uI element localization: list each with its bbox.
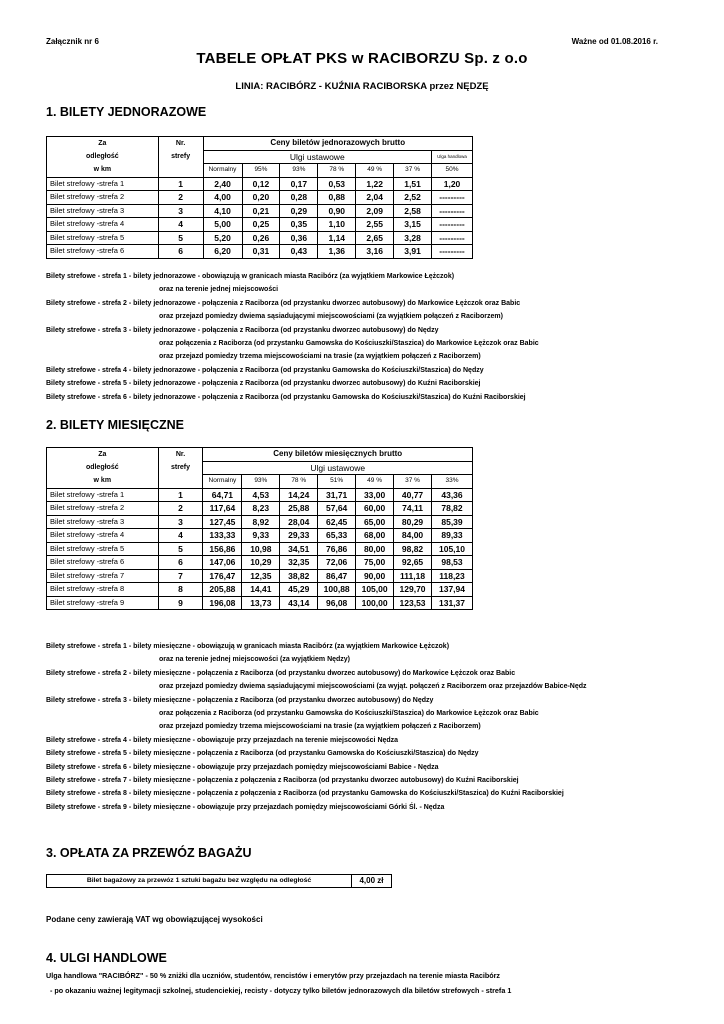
row-label: Bilet strefowy -strefa 2 [47,191,159,205]
row-label: Bilet strefowy -strefa 5 [47,231,159,245]
price-cell: 68,00 [356,529,394,543]
row-label: Bilet strefowy -strefa 3 [47,515,159,529]
price-cell: 100,00 [356,596,394,610]
price-cell: 176,47 [203,569,242,583]
note-line: Bilety strefowe - strefa 6 - bilety jednorazowe - połączenia z Raciborza (od przystanku Gamowska do Kościuszki/Staszica) do Kuźni Raciborskiej [46,393,526,401]
note-line: oraz na terenie jednej miejscowości (za wyjątkiem Nędzy) [159,656,351,664]
row-label: Bilet strefowy -strefa 9 [47,596,159,610]
price-cell: 0,26 [242,231,280,245]
note-line: oraz połączenia z Raciborza (od przystanku Gamowska do Kościuszki/Staszica) do Markowice Łężczok oraz Babic [159,710,539,718]
row-zone-number: 1 [158,488,203,502]
price-cell: 2,04 [356,191,394,205]
price-cell: 14,24 [280,488,318,502]
note-line: oraz połączenia z Raciborza (od przystanku Gamowska do Kościuszki/Staszica) do Markowice Łężczok oraz Babic [159,340,539,348]
price-header: Ceny biletów jednorazowych brutto [203,137,472,151]
price-cell: 89,33 [432,529,473,543]
price-cell: 8,23 [242,502,280,516]
price-cell: 25,88 [280,502,318,516]
price-cell: 0,36 [280,231,318,245]
price-cell: 118,23 [432,569,473,583]
price-cell: 2,65 [356,231,394,245]
price-cell: 5,20 [203,231,242,245]
col-nr: Nr. [158,448,203,462]
note-line: Bilety strefowe - strefa 4 - bilety jednorazowe - połączenia z Raciborza (od przystanku Gamowska do Kościuszki/Staszica) do Nędzy [46,366,484,374]
price-header: Ceny biletów miesięcznych brutto [203,448,473,462]
price-cell: 105,10 [432,542,473,556]
row-label: Bilet strefowy -strefa 1 [47,177,159,191]
attachment-label: Załącznik nr 6 [46,37,99,46]
price-cell: 74,11 [394,502,432,516]
price-cell: 0,90 [318,204,356,218]
price-cell: 65,33 [318,529,356,543]
note-line: oraz przejazd pomiedzy trzema miejscowościami na trasie (za wyjątkiem połączeń z Raciborzem) [159,353,481,361]
price-cell: 3,28 [394,231,432,245]
price-cell: 10,29 [242,556,280,570]
price-cell: 133,33 [203,529,242,543]
vat-note: Podane ceny zawierają VAT wg obowiązującej wysokości [46,915,263,924]
line-subtitle: LINIA: RACIBÓRZ - KUŹNIA RACIBORSKA przez NĘDZĘ [235,81,489,92]
ulgi-ustawowe: Ulgi ustawowe [203,461,473,475]
table-row [47,231,473,245]
discount-line-2: - po okazaniu ważnej legitymacji szkolnej, studenciekiej, recisty - dotyczy tylko biletów jednorazowych dla biletów strefowych - strefa 1 [46,986,512,995]
price-cell: 117,64 [203,502,242,516]
price-cell: 92,65 [394,556,432,570]
row-zone-number: 8 [158,583,203,597]
price-cell: 98,53 [432,556,473,570]
col-header: 93% [242,475,280,489]
col-header: 37 % [394,164,432,178]
row-label: Bilet strefowy -strefa 4 [47,529,159,543]
note-line: Bilety strefowe - strefa 8 - bilety miesięczne - połączenia z połączenia z Raciborza (od przystanku Gamowska do Kościuszki/Staszica) do Kuźni Raciborskiej [46,790,564,798]
price-cell: --------- [432,231,473,245]
monthly-ticket-table [46,447,473,610]
price-cell: 2,52 [394,191,432,205]
page-title: TABELE OPŁAT PKS w RACIBORZU Sp. z o.o [196,50,528,67]
price-cell: 98,82 [394,542,432,556]
col-header: 37 % [394,475,432,489]
table-row [47,204,473,218]
discount-line-1: Ulga handlowa "RACIBÓRZ" - 50 % zniżki dla uczniów, studentów, rencistów i emerytów przy przejazdach na terenie miasta Racibórz [46,971,500,980]
note-line: Bilety strefowe - strefa 7 - bilety miesięczne - połączenia z połączenia z Raciborza (od przystanku dworzec autobusowy) do Kuźni Raciborskiej [46,777,519,785]
price-cell: 0,25 [242,218,280,232]
row-label: Bilet strefowy -strefa 4 [47,218,159,232]
price-cell: 8,92 [242,515,280,529]
ulga-handlowa: Ulga handlowa [432,150,473,164]
price-cell: 2,55 [356,218,394,232]
note-line: oraz przejazd pomiedzy dwiema sąsiadującymi miejscowościami (za wyjątkiem połączeń z Raciborzem) [159,313,503,321]
price-cell: 2,09 [356,204,394,218]
row-label: Bilet strefowy -strefa 1 [47,488,159,502]
col-strefy: strefy [158,461,203,475]
note-line: Bilety strefowe - strefa 4 - bilety miesięczne - obowiązuje przy przejazdach na terenie miejscowości Nędza [46,736,399,744]
price-cell: 80,29 [394,515,432,529]
price-cell: 6,20 [203,245,242,259]
row-zone-number: 4 [158,529,203,543]
note-line: Bilety strefowe - strefa 3 - bilety jednorazowe - połączenia z Raciborza (od przystanku dworzec autobusowy) do Nędzy [46,326,439,334]
table-row [47,218,473,232]
price-cell: 12,35 [242,569,280,583]
price-cell: 0,21 [242,204,280,218]
note-line: Bilety strefowe - strefa 5 - bilety jednorazowe - połączenia z Raciborza (od przystanku dworzec autobusowy) do Kuźni Raciborskiej [46,380,481,388]
row-zone-number: 7 [158,569,203,583]
row-label: Bilet strefowy -strefa 5 [47,542,159,556]
note-line: Bilety strefowe - strefa 1 - bilety miesięczne - obowiązują w granicach miasta Racibórz (za wyjątkiem Markowice Łężczok) [46,643,450,650]
price-cell: 0,88 [318,191,356,205]
col-header: Normalny [203,475,242,489]
baggage-price: 4,00 zł [351,875,391,887]
price-cell: 38,82 [280,569,318,583]
table-row [47,502,473,516]
price-cell: 80,00 [356,542,394,556]
row-label: Bilet strefowy -strefa 6 [47,556,159,570]
note-line: Bilety strefowe - strefa 2 - bilety jednorazowe - połączenia z Raciborza (od przystanku dworzec autobusowy) do Markowice Łężczok oraz Babic [46,299,521,307]
row-label: Bilet strefowy -strefa 6 [47,245,159,259]
discount-text [46,968,511,998]
col-header: 78 % [280,475,318,489]
price-cell: 90,00 [356,569,394,583]
price-cell: 72,06 [318,556,356,570]
price-cell: 76,86 [318,542,356,556]
col-nr: Nr. [158,137,203,151]
price-cell: 28,04 [280,515,318,529]
table-row [47,569,473,583]
col-header: 50% [432,164,473,178]
row-zone-number: 9 [158,596,203,610]
price-cell: 4,53 [242,488,280,502]
note-line: oraz przejazd pomiedzy dwiema sąsiadującymi miejscowościami (za wyjąt. połączeń z Raciborzem oraz przejazdów Babice-Nędz [159,683,587,691]
price-cell: 111,18 [394,569,432,583]
table-row [47,488,473,502]
table-row [47,177,473,191]
col-header: 95% [242,164,280,178]
table-row [47,529,473,543]
price-cell: 2,58 [394,204,432,218]
monthly-notes [46,640,587,814]
price-cell: 1,22 [356,177,394,191]
col-header: 51% [318,475,356,489]
section-baggage-heading: 3. OPŁATA ZA PRZEWÓZ BAGAŻU [46,846,252,860]
price-cell: --------- [432,245,473,259]
price-cell: 40,77 [394,488,432,502]
col-header: 93% [280,164,318,178]
section-single-heading: 1. BILETY JEDNORAZOWE [46,105,207,119]
price-cell: 1,51 [394,177,432,191]
section-monthly-heading: 2. BILETY MIESIĘCZNE [46,418,184,432]
row-zone-number: 5 [158,542,203,556]
price-cell: 1,20 [432,177,473,191]
price-cell: 0,35 [280,218,318,232]
row-zone-number: 2 [158,502,203,516]
col-wkm: w km [47,164,159,178]
baggage-label: Bilet bagażowy za przewóz 1 sztuki bagażu bez względu na odległość [86,877,312,884]
valid-from-label: Ważne od 01.08.2016 r. [571,37,658,46]
baggage-row [46,874,392,888]
price-cell: 129,70 [394,583,432,597]
price-cell: 5,00 [203,218,242,232]
price-cell: --------- [432,204,473,218]
note-line: Bilety strefowe - strefa 6 - bilety miesięczne - obowiązuje przy przejazdach pomiędzy miejscowościami Babice - Nędza [46,763,439,771]
price-cell: 84,00 [394,529,432,543]
price-cell: 96,08 [318,596,356,610]
price-cell: 0,43 [280,245,318,259]
row-label: Bilet strefowy -strefa 8 [47,583,159,597]
table-row [47,542,473,556]
row-zone-number: 2 [158,191,203,205]
note-line: Bilety strefowe - strefa 3 - bilety miesięczne - połączenia z Raciborza (od przystanku dworzec autobusowy) do Nędzy [46,696,434,704]
ulgi-ustawowe: Ulgi ustawowe [203,150,431,164]
price-cell: --------- [432,191,473,205]
price-cell: 10,98 [242,542,280,556]
price-cell: 3,91 [394,245,432,259]
price-cell: 1,10 [318,218,356,232]
price-cell: 34,51 [280,542,318,556]
price-cell: 43,14 [280,596,318,610]
col-odleglosc: odległość [47,150,159,164]
note-line: Bilety strefowe - strefa 9 - bilety miesięczne - obowiązuje przy przejazdach pomiędzy miejscowościami Górki Śl. - Nędza [46,803,445,811]
price-cell: 3,16 [356,245,394,259]
table-row [47,191,473,205]
price-cell: 60,00 [356,502,394,516]
col-za: Za [47,137,159,151]
row-zone-number: 1 [158,177,203,191]
price-cell: 127,45 [203,515,242,529]
price-cell: 147,06 [203,556,242,570]
price-cell: 137,94 [432,583,473,597]
note-line: oraz przejazd pomiedzy trzema miejscowościami na trasie (za wyjątkiem połączeń z Raciborzem) [159,723,481,731]
row-zone-number: 4 [158,218,203,232]
row-zone-number: 3 [158,204,203,218]
price-cell: 65,00 [356,515,394,529]
price-cell: 156,86 [203,542,242,556]
price-cell: 29,33 [280,529,318,543]
row-zone-number: 6 [158,556,203,570]
price-cell: 75,00 [356,556,394,570]
price-cell: 0,17 [280,177,318,191]
col-header: 78 % [318,164,356,178]
price-cell: 78,82 [432,502,473,516]
single-ticket-table [46,136,473,259]
price-cell: 0,12 [242,177,280,191]
price-cell: 4,00 [203,191,242,205]
price-cell: 1,36 [318,245,356,259]
note-line: Bilety strefowe - strefa 2 - bilety miesięczne - połączenia z Raciborza (od przystanku dworzec autobusowy) do Markowice Łężczok oraz Babic [46,669,516,677]
price-cell: 2,40 [203,177,242,191]
col-strefy: strefy [158,150,203,164]
price-cell: 57,64 [318,502,356,516]
row-zone-number: 6 [158,245,203,259]
row-zone-number: 3 [158,515,203,529]
price-cell: 0,29 [280,204,318,218]
price-cell: 105,00 [356,583,394,597]
col-header: Normalny [203,164,242,178]
row-zone-number: 5 [158,231,203,245]
price-cell: 45,29 [280,583,318,597]
price-cell: 205,88 [203,583,242,597]
price-cell: 196,08 [203,596,242,610]
price-cell: --------- [432,218,473,232]
col-odleglosc: odległość [47,461,159,475]
price-cell: 31,71 [318,488,356,502]
price-cell: 3,15 [394,218,432,232]
row-label: Bilet strefowy -strefa 3 [47,204,159,218]
price-cell: 85,39 [432,515,473,529]
col-header: 49 % [356,475,394,489]
section-discounts-heading: 4. ULGI HANDLOWE [46,951,167,965]
price-cell: 86,47 [318,569,356,583]
price-cell: 0,53 [318,177,356,191]
price-cell: 43,36 [432,488,473,502]
col-header: 33% [432,475,473,489]
note-line: Bilety strefowe - strefa 1 - bilety jednorazowe - obowiązują w granicach miasta Racibórz (za wyjątkiem Markowice Łężczok) [46,273,455,280]
price-cell: 123,53 [394,596,432,610]
table-row [47,583,473,597]
col-wkm: w km [47,475,159,489]
single-notes [46,270,539,404]
table-row [47,515,473,529]
price-cell: 4,10 [203,204,242,218]
table-row [47,245,473,259]
col-header: 49 % [356,164,394,178]
price-cell: 14,41 [242,583,280,597]
row-label: Bilet strefowy -strefa 2 [47,502,159,516]
price-cell: 32,35 [280,556,318,570]
price-cell: 33,00 [356,488,394,502]
price-cell: 131,37 [432,596,473,610]
price-cell: 0,20 [242,191,280,205]
price-cell: 1,14 [318,231,356,245]
row-label: Bilet strefowy -strefa 7 [47,569,159,583]
price-cell: 0,28 [280,191,318,205]
price-cell: 9,33 [242,529,280,543]
table-row [47,596,473,610]
table-row [47,556,473,570]
note-line: Bilety strefowe - strefa 5 - bilety miesięczne - połączenia z Raciborza (od przystanku Gamowska do Kościuszki/Staszica) do Nędzy [46,750,479,758]
price-cell: 13,73 [242,596,280,610]
note-line: oraz na terenie jednej miejscowości [159,286,279,294]
price-cell: 64,71 [203,488,242,502]
price-cell: 100,88 [318,583,356,597]
price-cell: 62,45 [318,515,356,529]
col-za: Za [47,448,159,462]
price-cell: 0,31 [242,245,280,259]
